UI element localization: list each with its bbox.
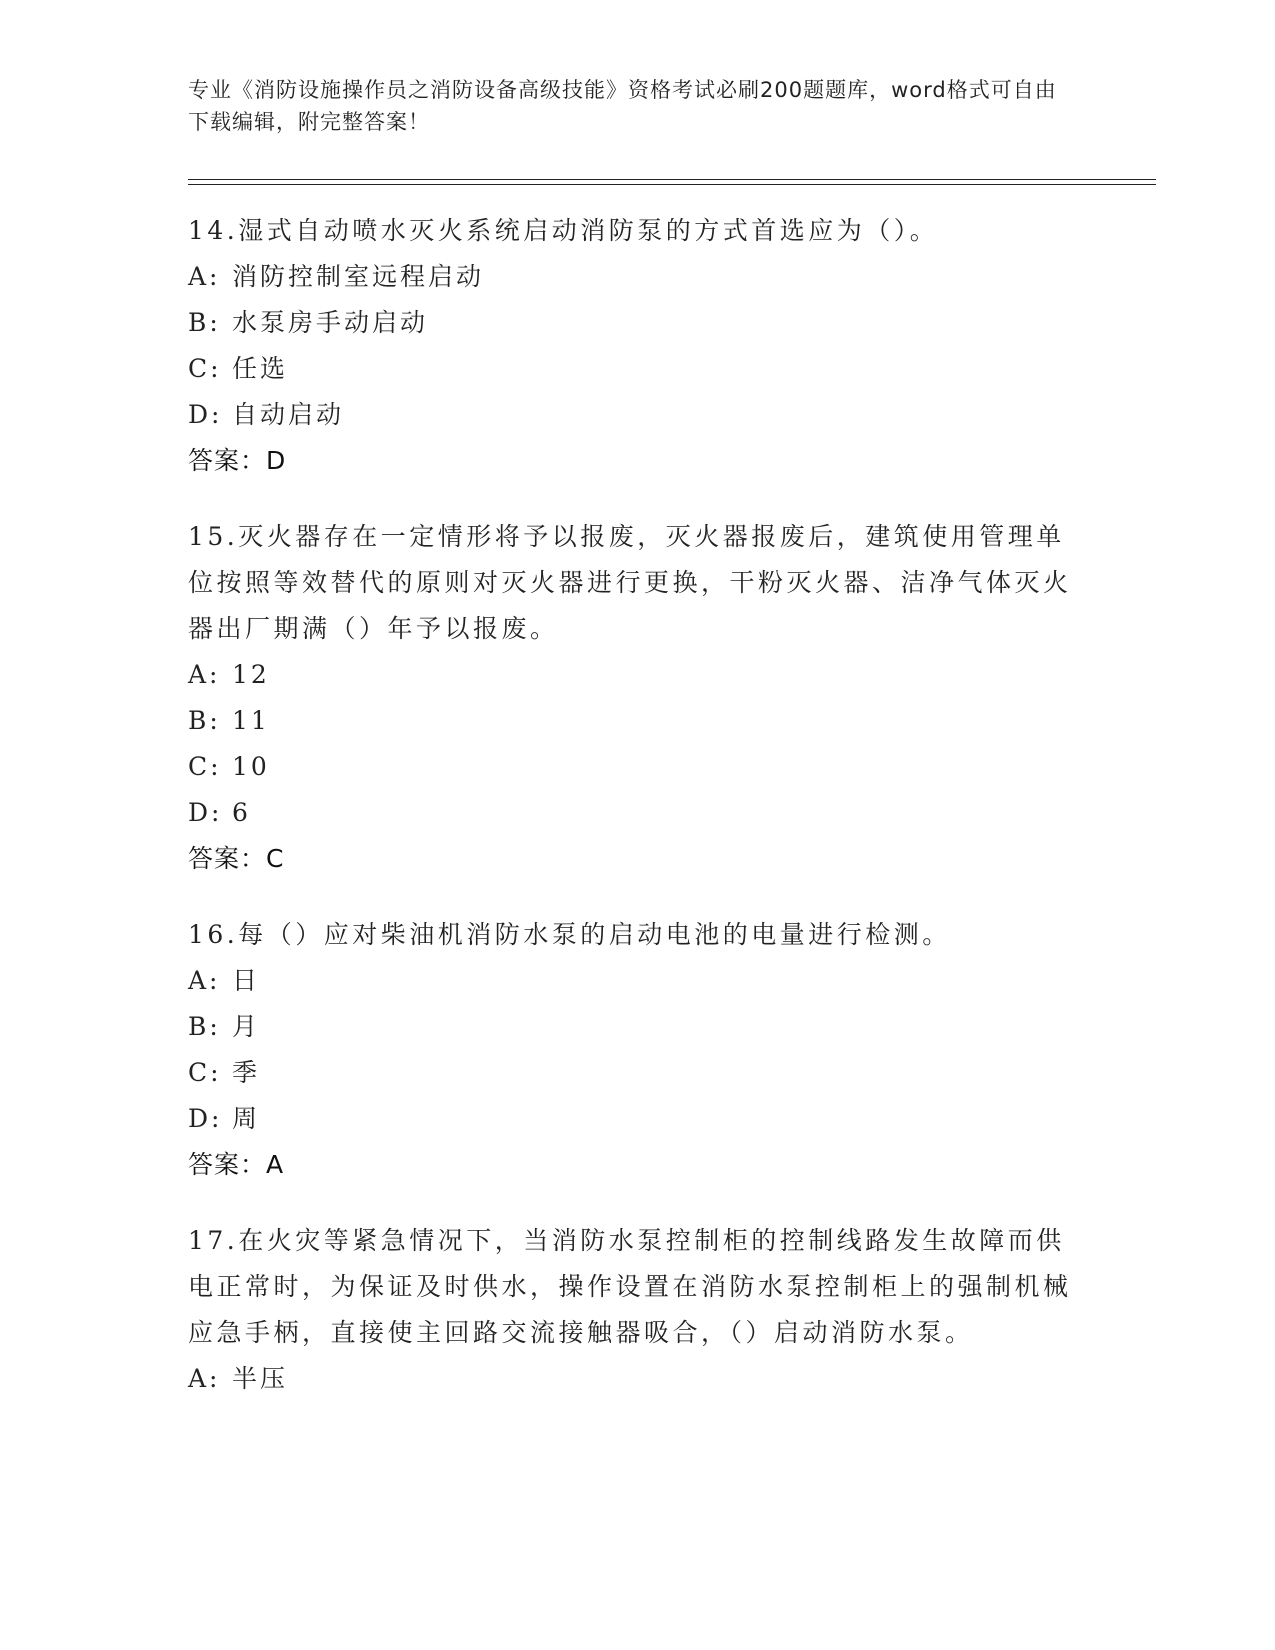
option-text: 6: [232, 798, 251, 827]
option-key: D:: [188, 400, 223, 429]
option-key: C:: [188, 752, 222, 781]
answer-line: 答案：C: [188, 844, 285, 873]
option-a: [188, 1356, 1088, 1402]
header-rule-bottom: [188, 184, 1156, 185]
option-text: 消防控制室远程启动: [232, 262, 485, 291]
option-text: 月: [232, 1012, 261, 1041]
option-key: A:: [188, 966, 221, 995]
question-14: [188, 208, 1088, 484]
option-c: [188, 744, 1088, 790]
option-text: 11: [232, 706, 270, 735]
question-17: [188, 1218, 1088, 1402]
option-b: [188, 300, 1088, 346]
option-key: D:: [188, 1104, 223, 1133]
option-key: A:: [188, 660, 221, 689]
option-key: B:: [188, 1012, 221, 1041]
option-text: 任选: [232, 354, 289, 383]
option-text: 季: [232, 1058, 261, 1087]
option-text: 日: [232, 966, 261, 995]
question-stem: 14.湿式自动喷水灭火系统启动消防泵的方式首选应为（）。: [188, 216, 939, 245]
question-stem: 15.灭火器存在一定情形将予以报废，灭火器报废后，建筑使用管理单位按照等效替代的原则对灭火器进行更换，干粉灭火器、洁净气体灭火器出厂期满（）年予以报废。: [188, 522, 1072, 643]
option-key: A:: [188, 262, 221, 291]
option-key: D:: [188, 798, 223, 827]
option-c: [188, 1050, 1088, 1096]
answer-line: 答案：D: [188, 446, 287, 475]
option-d: [188, 392, 1088, 438]
option-key: B:: [188, 706, 221, 735]
option-text: 10: [232, 752, 270, 781]
option-c: [188, 346, 1088, 392]
option-d: [188, 1096, 1088, 1142]
question-list: [188, 208, 1088, 1432]
option-key: C:: [188, 354, 222, 383]
question-stem: 17.在火灾等紧急情况下，当消防水泵控制柜的控制线路发生故障而供电正常时，为保证及时供水，操作设置在消防水泵控制柜上的强制机械应急手柄，直接使主回路交流接触器吸合，（）启动消防水泵。: [188, 1226, 1072, 1347]
option-text: 12: [232, 660, 270, 689]
document-header: 专业《消防设施操作员之消防设备高级技能》资格考试必刷200题题库，word格式可自由下载编辑，附完整答案！: [188, 78, 1057, 134]
option-text: 半压: [232, 1364, 289, 1393]
option-key: B:: [188, 308, 221, 337]
option-text: 周: [232, 1104, 261, 1133]
option-a: [188, 254, 1088, 300]
question-16: [188, 912, 1088, 1188]
question-15: [188, 514, 1088, 882]
option-key: A:: [188, 1364, 221, 1393]
option-text: 水泵房手动启动: [232, 308, 429, 337]
option-b: [188, 698, 1088, 744]
option-b: [188, 1004, 1088, 1050]
answer-line: 答案：A: [188, 1150, 285, 1179]
option-key: C:: [188, 1058, 222, 1087]
option-a: [188, 652, 1088, 698]
question-stem: 16.每（）应对柴油机消防水泵的启动电池的电量进行检测。: [188, 920, 951, 949]
option-d: [188, 790, 1088, 836]
header-rule-top: [188, 179, 1156, 180]
option-text: 自动启动: [232, 400, 345, 429]
option-a: [188, 958, 1088, 1004]
